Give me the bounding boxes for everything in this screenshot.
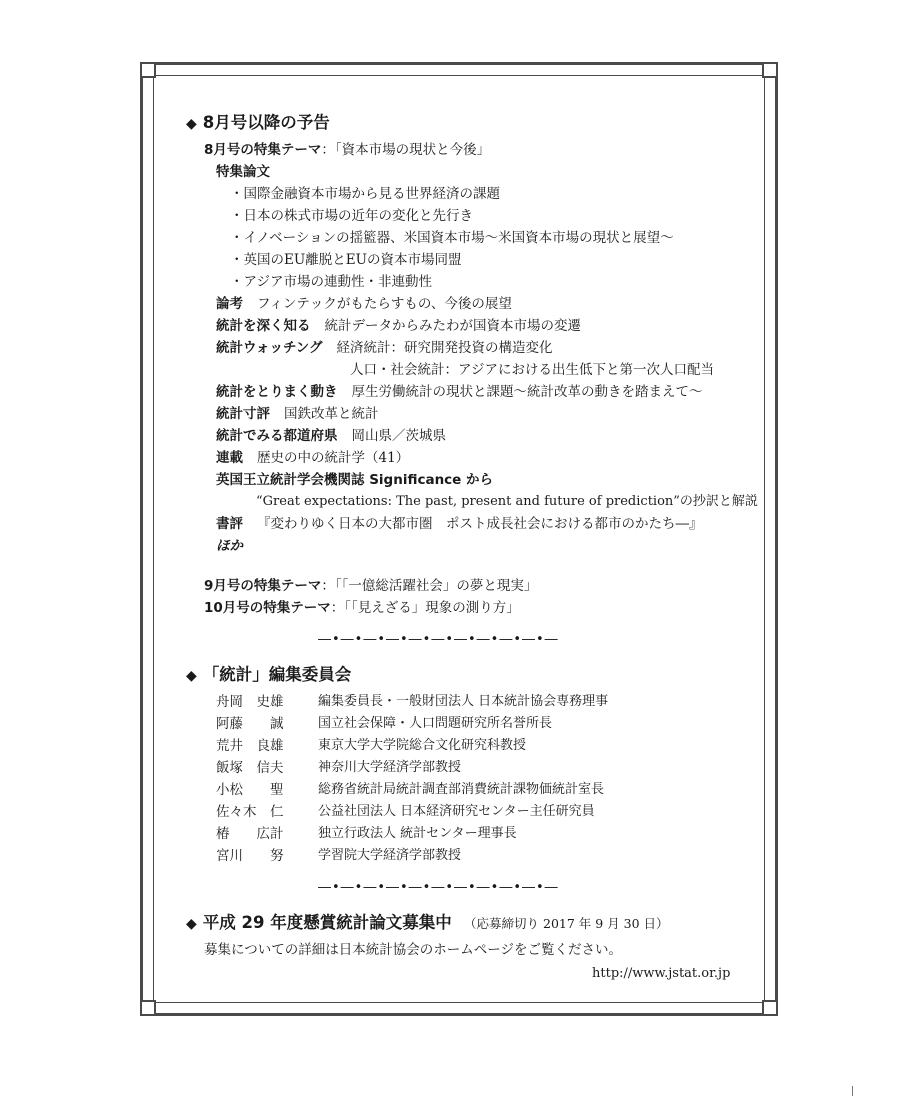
member-role: 公益社団法人 日本経済研究センター主任研究員 — [318, 804, 595, 819]
contest-heading: ◆ 平成 29 年度懸賞統計論文募集中 — [186, 913, 452, 932]
member-name: 佐々木 仁 — [216, 804, 284, 820]
member-role: 東京大学大学院総合文化研究科教授 — [318, 738, 527, 753]
diamond-icon: ◆ — [186, 916, 197, 932]
preview-row-series: 連載 歴史の中の統計学（41） — [216, 450, 410, 466]
preview-row-essay: 論考 フィンテックがもたらすもの、今後の展望 — [216, 296, 512, 312]
preview-row-comment: 統計寸評 国鉄改革と統計 — [216, 406, 379, 422]
oct-theme-line: 10月号の特集テーマ：「「見えざる」現象の測り方」 — [204, 600, 520, 616]
frame-corner-bottom-right — [762, 1000, 776, 1014]
member-name: 阿藤 誠 — [216, 716, 284, 732]
frame-corner-top-right — [762, 64, 776, 78]
diamond-icon: ◆ — [186, 116, 197, 132]
feature-item: ・英国のEU離脱とEUの資本市場同盟 — [230, 252, 462, 268]
member-role: 独立行政法人 統計センター理事長 — [318, 826, 517, 841]
frame-corner-top-left — [142, 64, 156, 78]
misc-label: ほか — [216, 538, 243, 554]
member-name: 宮川 努 — [216, 848, 284, 864]
contest-heading-line — [186, 912, 669, 935]
member-name: 荒井 良雄 — [216, 738, 284, 754]
preview-row-prefecture: 統計でみる都道府県 岡山県／茨城県 — [216, 428, 446, 444]
member-role: 国立社会保障・人口問題研究所名誉所長 — [318, 716, 553, 731]
member-role: 神奈川大学経済学部教授 — [318, 760, 462, 775]
member-name: 椿 広計 — [216, 826, 284, 842]
preview-row-watching: 統計ウォッチング 経済統計：研究開発投資の構造変化 — [216, 340, 553, 356]
committee-heading: ◆ 「統計」編集委員会 — [186, 665, 352, 684]
frame-corner-bottom-left — [142, 1000, 156, 1014]
member-role: 編集委員長・一般財団法人 日本統計協会専務理事 — [318, 694, 609, 709]
significance-label: 英国王立統計学会機関誌 Significance から — [216, 472, 494, 488]
contest-deadline: （応募締切り 2017 年 9 月 30 日） — [464, 916, 669, 931]
feature-item: ・日本の株式市場の近年の変化と先行き — [230, 208, 473, 224]
member-name: 飯塚 信夫 — [216, 760, 284, 776]
significance-text: “Great expectations: The past, present and future of prediction”の抄訳と解説 — [256, 494, 758, 509]
book-review-line: 書評 『変わりゆく日本の大都市圏 ポスト成長社会における都市のかたち―』 — [216, 516, 703, 532]
preview-row-watching-2: 人口・社会統計：アジアにおける出生低下と第一次人口配当 — [350, 362, 714, 378]
feature-item: ・アジア市場の連動性・非連動性 — [230, 274, 432, 290]
feature-label: 特集論文 — [216, 164, 270, 180]
feature-item: ・イノベーションの揺籃器、米国資本市場～米国資本市場の現状と展望～ — [230, 230, 674, 246]
contest-url[interactable]: http://www.jstat.or.jp — [592, 966, 731, 981]
member-name: 小松 聖 — [216, 782, 284, 798]
aug-theme-line: 8月号の特集テーマ：「資本市場の現状と今後」 — [204, 142, 491, 158]
member-role: 学習院大学経済学部教授 — [318, 848, 462, 863]
sep-theme-line: 9月号の特集テーマ：「「一億総活躍社会」の夢と現実」 — [204, 578, 538, 594]
divider: ―•―•―•―•―•―•―•―•―•―•― — [318, 632, 559, 647]
divider: ―•―•―•―•―•―•―•―•―•―•― — [318, 880, 559, 895]
member-name: 舟岡 史雄 — [216, 694, 284, 710]
contest-note: 募集についての詳細は日本統計協会のホームページをご覧ください。 — [204, 942, 622, 958]
page-tick-mark — [852, 1086, 853, 1096]
preview-heading: ◆ 8月号以降の予告 — [186, 113, 330, 132]
member-role: 総務省統計局統計調査部消費統計課物価統計室長 — [318, 782, 605, 797]
preview-row-trends: 統計をとりまく動き 厚生労働統計の現状と課題～統計改革の動きを踏まえて～ — [216, 384, 703, 400]
feature-item: ・国際金融資本市場から見る世界経済の課題 — [230, 186, 500, 202]
diamond-icon: ◆ — [186, 668, 197, 684]
preview-row-deep: 統計を深く知る 統計データからみたわが国資本市場の変遷 — [216, 318, 581, 334]
